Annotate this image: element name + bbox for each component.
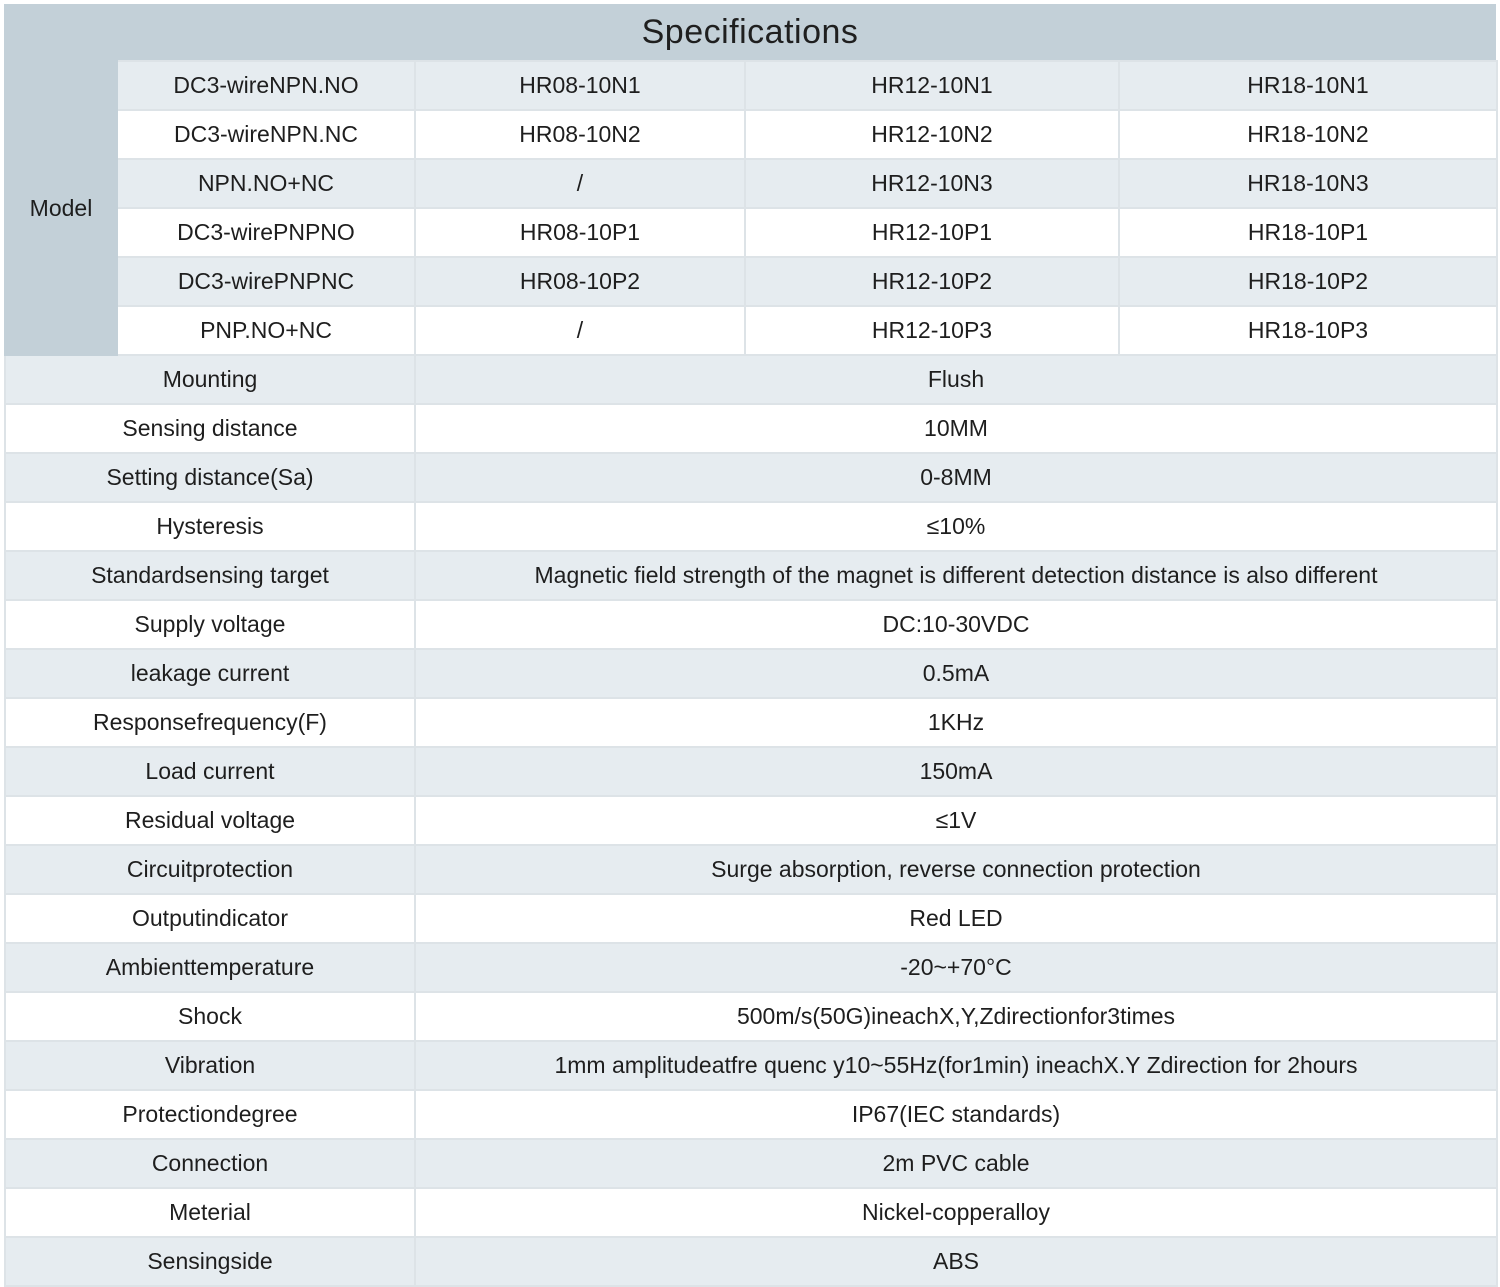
model-row (5, 306, 1497, 355)
spec-value: 150mA (415, 747, 1497, 796)
spec-value: 2m PVC cable (415, 1139, 1497, 1188)
spec-table (4, 60, 1498, 1287)
spec-value: 1KHz (415, 698, 1497, 747)
spec-value: IP67(IEC standards) (415, 1090, 1497, 1139)
model-12-cell: HR12-10P1 (745, 208, 1119, 257)
model-18-cell: HR18-10N1 (1119, 61, 1497, 110)
spec-row (5, 551, 1497, 600)
spec-row (5, 747, 1497, 796)
spec-section (5, 355, 1497, 1286)
spec-label: Meterial (5, 1188, 415, 1237)
spec-value: Nickel-copperalloy (415, 1188, 1497, 1237)
spec-value: ≤10% (415, 502, 1497, 551)
spec-value: 10MM (415, 404, 1497, 453)
spec-value: 0.5mA (415, 649, 1497, 698)
model-label: Model (5, 61, 117, 355)
model-type-cell: DC3-wireNPN.NC (117, 110, 415, 159)
spec-label: Responsefrequency(F) (5, 698, 415, 747)
spec-label: Sensing distance (5, 404, 415, 453)
spec-label: Outputindicator (5, 894, 415, 943)
spec-value: Red LED (415, 894, 1497, 943)
spec-row (5, 1090, 1497, 1139)
model-section (5, 61, 1497, 355)
spec-row (5, 1139, 1497, 1188)
spec-row (5, 845, 1497, 894)
spec-row (5, 453, 1497, 502)
spec-sheet (4, 4, 1496, 1274)
model-row (5, 110, 1497, 159)
model-08-cell: HR08-10P1 (415, 208, 745, 257)
spec-value: Flush (415, 355, 1497, 404)
spec-row (5, 355, 1497, 404)
model-row (5, 61, 1497, 110)
spec-label: Residual voltage (5, 796, 415, 845)
spec-value: 500m/s(50G)ineachX,Y,Zdirectionfor3times (415, 992, 1497, 1041)
spec-row (5, 698, 1497, 747)
model-type-cell: DC3-wireNPN.NO (117, 61, 415, 110)
spec-value: 0-8MM (415, 453, 1497, 502)
spec-row (5, 992, 1497, 1041)
spec-row (5, 404, 1497, 453)
model-type-cell: DC3-wirePNPNO (117, 208, 415, 257)
model-12-cell: HR12-10N2 (745, 110, 1119, 159)
model-type-cell: DC3-wirePNPNC (117, 257, 415, 306)
model-12-cell: HR12-10N1 (745, 61, 1119, 110)
model-type-cell: PNP.NO+NC (117, 306, 415, 355)
model-18-cell: HR18-10N3 (1119, 159, 1497, 208)
spec-label: Protectiondegree (5, 1090, 415, 1139)
spec-label: Sensingside (5, 1237, 415, 1286)
model-18-cell: HR18-10N2 (1119, 110, 1497, 159)
spec-row (5, 894, 1497, 943)
spec-value: 1mm amplitudeatfre quenc y10~55Hz(for1min) ineachX.Y Zdirection for 2hours (415, 1041, 1497, 1090)
model-08-cell: HR08-10N1 (415, 61, 745, 110)
spec-value: ABS (415, 1237, 1497, 1286)
model-08-cell: HR08-10N2 (415, 110, 745, 159)
spec-row (5, 1188, 1497, 1237)
spec-label: Vibration (5, 1041, 415, 1090)
model-12-cell: HR12-10P3 (745, 306, 1119, 355)
model-18-cell: HR18-10P1 (1119, 208, 1497, 257)
spec-label: Circuitprotection (5, 845, 415, 894)
spec-row (5, 796, 1497, 845)
spec-value: Surge absorption, reverse connection protection (415, 845, 1497, 894)
spec-row (5, 502, 1497, 551)
model-row (5, 257, 1497, 306)
spec-label: Mounting (5, 355, 415, 404)
spec-label: Setting distance(Sa) (5, 453, 415, 502)
spec-value: Magnetic field strength of the magnet is different detection distance is also different (415, 551, 1497, 600)
spec-row (5, 943, 1497, 992)
spec-value: -20~+70°C (415, 943, 1497, 992)
spec-label: Ambienttemperature (5, 943, 415, 992)
model-12-cell: HR12-10N3 (745, 159, 1119, 208)
model-type-cell: NPN.NO+NC (117, 159, 415, 208)
spec-value: DC:10-30VDC (415, 600, 1497, 649)
spec-value: ≤1V (415, 796, 1497, 845)
spec-label: leakage current (5, 649, 415, 698)
spec-row (5, 1041, 1497, 1090)
model-08-cell: HR08-10P2 (415, 257, 745, 306)
spec-label: Supply voltage (5, 600, 415, 649)
spec-label: Standardsensing target (5, 551, 415, 600)
spec-row (5, 649, 1497, 698)
model-18-cell: HR18-10P2 (1119, 257, 1497, 306)
page-title: Specifications (4, 4, 1496, 60)
model-12-cell: HR12-10P2 (745, 257, 1119, 306)
spec-label: Shock (5, 992, 415, 1041)
model-08-cell: / (415, 306, 745, 355)
model-row (5, 159, 1497, 208)
spec-label: Connection (5, 1139, 415, 1188)
spec-row (5, 1237, 1497, 1286)
model-row (5, 208, 1497, 257)
model-18-cell: HR18-10P3 (1119, 306, 1497, 355)
spec-label: Hysteresis (5, 502, 415, 551)
spec-label: Load current (5, 747, 415, 796)
model-08-cell: / (415, 159, 745, 208)
spec-row (5, 600, 1497, 649)
